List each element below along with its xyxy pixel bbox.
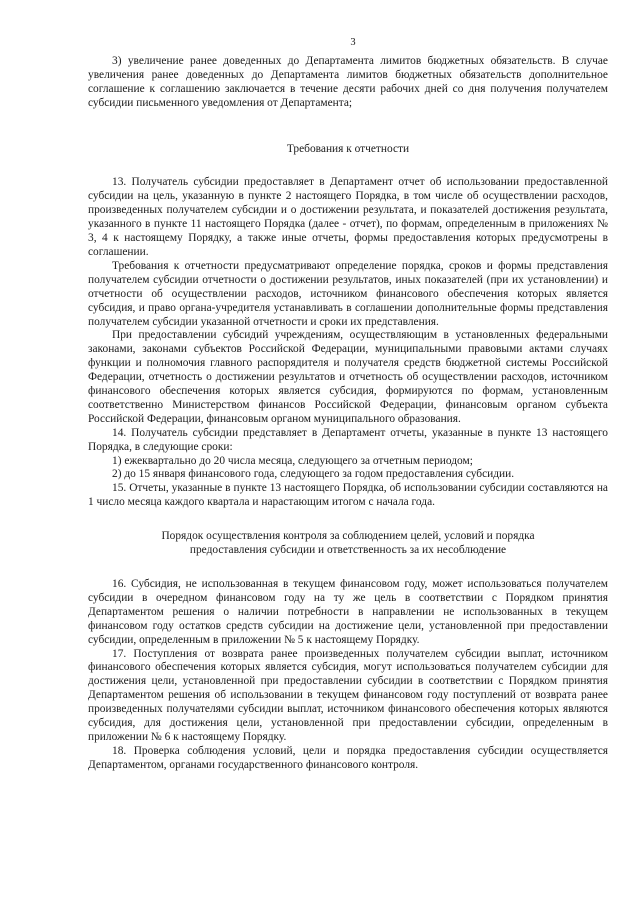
paragraph-18: 18. Проверка соблюдения условий, цели и порядка предоставления субсидии осуществляется Департаментом, органами государственного финансового контроля. xyxy=(88,744,608,771)
paragraph-intro: 3) увеличение ранее доведенных до Департамента лимитов бюджетных обязательств. В случае увеличения ранее доведенных до Департамента лимитов бюджетных обязательств дополнительное соглашение к соглашению заключается в течение десяти рабочих дней со дня получения получателем субсидии письменного уведомления от Департамента; xyxy=(88,54,608,109)
document-page xyxy=(88,36,608,773)
paragraph-16: 16. Субсидия, не использованная в текущем финансовом году, может использоваться получателем субсидии в очередном финансовом году на ту же цель в соответствии с Порядком принятия Департаментом решения о наличии потребности в направлении не использованных в текущем финансовом году остатков средств субсидии на достижение цели, установленной при предоставлении субсидии, определенным в приложении № 5 к настоящему Порядку. xyxy=(88,578,608,646)
paragraph-13-institutions: При предоставлении субсидий учреждениям, осуществляющим в установленных федеральными законами, законами субъектов Российской Федерации, муниципальными правовыми актами случаях функции и полномочия главного распорядителя и получателя средств бюджетной системы Российской Федерации, отчетность о достижении результатов и отчетность об осуществлении расходов, источником финансового обеспечения которых является субсидия, формируются по формам, установленным соответственно Министерством финансов Российской Федерации, финансовым органом субъекта Российской Федерации, финансовым органом муниципального образования. xyxy=(88,329,608,425)
paragraph-15: 15. Отчеты, указанные в пункте 13 настоящего Порядка, об использовании субсидии составляются на 1 число месяца каждого квартала и нарастающим итогом с начала года. xyxy=(88,482,608,509)
paragraph-14: 14. Получатель субсидии представляет в Департамент отчеты, указанные в пункте 13 настоящего Порядка, в следующие сроки: xyxy=(88,426,608,453)
section-heading-control-line-2: предоставления субсидии и ответственность за их несоблюдение xyxy=(189,544,507,557)
paragraph-14-item-2: 2) до 15 января финансового года, следующего за годом предоставления субсидии. xyxy=(112,468,515,481)
page-number: 3 xyxy=(350,37,356,48)
section-heading-reporting: Требования к отчетности xyxy=(286,142,410,155)
paragraph-13-requirements: Требования к отчетности предусматривают определение порядка, сроков и формы представления получателем субсидии отчетности о достижении результатов, иных показателей (при их установлении) и отчетности об осуществлении расходов, источником финансового обеспечения которых является субсидия, и право органа-учредителя устанавливать в соглашении дополнительные формы представления получателем субсидии указанной отчетности и сроки их представления. xyxy=(88,259,608,328)
section-heading-control-line-1: Порядок осуществления контроля за соблюдением целей, условий и порядка xyxy=(161,530,535,543)
paragraph-14-item-1: 1) ежеквартально до 20 числа месяца, следующего за отчетным периодом; xyxy=(112,454,473,467)
paragraph-17: 17. Поступления от возврата ранее произведенных получателем субсидии выплат, источником финансового обеспечения которых является субсидия, могут использоваться получателем субсидии для достижения цели, установленной при предоставлении субсидии в соответствии с Порядком принятия Департаментом решения об использовании в текущем финансовом году поступлений от возврата ранее произведенных получателями субсидии выплат, источником финансового обеспечения которых являются субсидия, для достижения цели, установленной при предоставлении субсидии, определенным в приложении № 6 к настоящему Порядку. xyxy=(88,647,608,743)
paragraph-13: 13. Получатель субсидии предоставляет в Департамент отчет об использовании предоставленной субсидии на цель, указанную в пункте 2 настоящего Порядка, в том числе об осуществлении расходов, произведенных получателем субсидии и о достижении результата, и показателей достижения результата, указанного в пункте 11 настоящего Порядка (далее - отчет), по формам, определенным в приложениях № 3, 4 к настоящему Порядку, а также иные отчеты, формы предоставления которых предусмотрены в соглашении. xyxy=(88,176,608,258)
section-heading-control xyxy=(88,530,608,558)
